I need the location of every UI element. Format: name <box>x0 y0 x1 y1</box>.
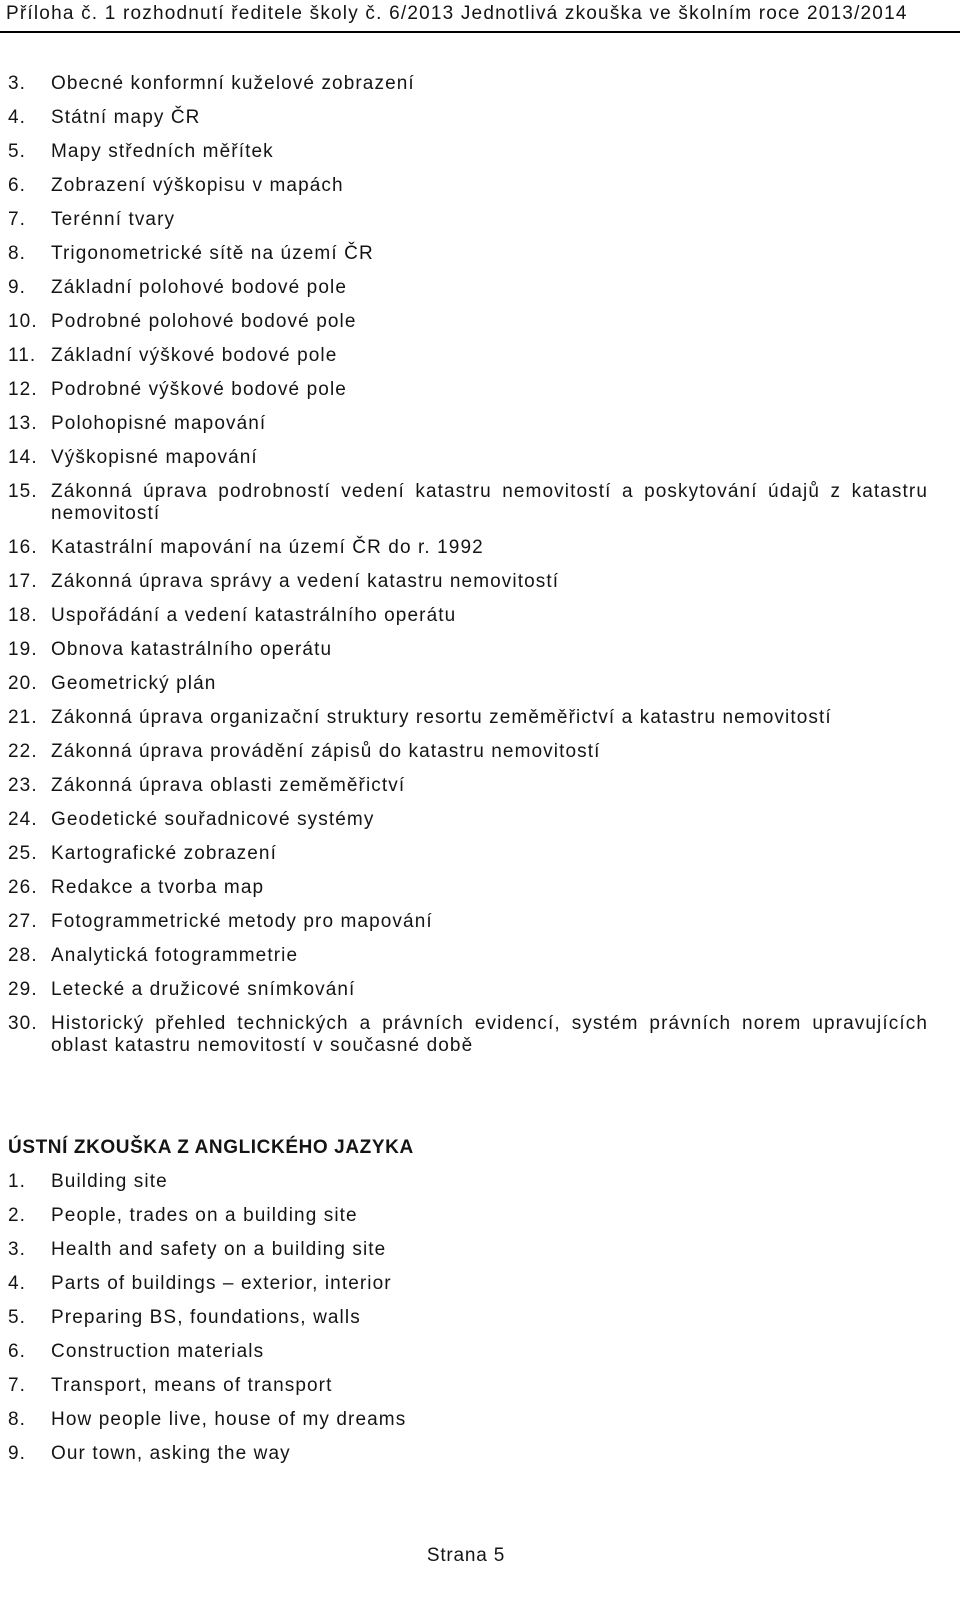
header-text: Příloha č. 1 rozhodnutí ředitele školy č. 6/2013 Jednotlivá zkouška ve školním roce 2013/2014 <box>6 3 908 24</box>
list-item <box>8 1273 928 1295</box>
item-text: Fotogrammetrické metody pro mapování <box>51 911 433 932</box>
item-number: 1. <box>8 1171 27 1192</box>
list-item <box>8 345 928 367</box>
item-text: Zobrazení výškopisu v mapách <box>51 175 344 196</box>
item-text: Geometrický plán <box>51 673 217 694</box>
item-number: 20. <box>8 673 38 694</box>
item-text: Zákonná úprava provádění zápisů do katastru nemovitostí <box>51 741 601 762</box>
item-number: 10. <box>8 311 38 332</box>
list-item <box>8 175 928 197</box>
list-item <box>8 1171 928 1193</box>
item-text: Health and safety on a building site <box>51 1239 387 1260</box>
list-item <box>8 945 928 967</box>
list-item <box>8 1239 928 1261</box>
item-number: 5. <box>8 141 27 162</box>
page-number: Strana 5 <box>426 1545 506 1566</box>
list-item <box>8 107 928 129</box>
item-text: Polohopisné mapování <box>51 413 267 434</box>
list-item <box>8 537 928 559</box>
item-text: Výškopisné mapování <box>51 447 258 468</box>
list-item <box>8 775 928 797</box>
item-text: Obecné konformní kuželové zobrazení <box>51 73 415 94</box>
list-item <box>8 73 928 95</box>
section-title-english-exam: ÚSTNÍ ZKOUŠKA Z ANGLICKÉHO JAZYKA <box>8 1137 414 1158</box>
english-topics-list <box>8 1171 928 1477</box>
item-text: Zákonná úprava oblasti zeměměřictví <box>51 775 406 796</box>
header-divider <box>0 31 960 33</box>
page-header <box>6 2 936 26</box>
list-item <box>8 639 928 661</box>
item-number: 2. <box>8 1205 27 1226</box>
item-number: 18. <box>8 605 38 626</box>
item-number: 29. <box>8 979 38 1000</box>
item-number: 25. <box>8 843 38 864</box>
list-item <box>8 843 928 865</box>
list-item <box>8 707 928 729</box>
item-number: 28. <box>8 945 38 966</box>
item-number: 5. <box>8 1307 27 1328</box>
item-number: 8. <box>8 243 27 264</box>
item-text: Základní výškové bodové pole <box>51 345 338 366</box>
item-number: 21. <box>8 707 38 728</box>
item-number: 8. <box>8 1409 27 1430</box>
list-item <box>8 571 928 593</box>
item-text: How people live, house of my dreams <box>51 1409 407 1430</box>
item-number: 24. <box>8 809 38 830</box>
item-number: 3. <box>8 1239 27 1260</box>
list-item <box>8 243 928 265</box>
item-text: Building site <box>51 1171 168 1192</box>
list-item <box>8 1205 928 1227</box>
list-item <box>8 979 928 1001</box>
list-item <box>8 673 928 695</box>
item-text: Transport, means of transport <box>51 1375 333 1396</box>
item-text: Katastrální mapování na území ČR do r. 1992 <box>51 537 484 558</box>
item-text: Letecké a družicové snímkování <box>51 979 356 1000</box>
item-text: Parts of buildings – exterior, interior <box>51 1273 392 1294</box>
item-text: Uspořádání a vedení katastrálního operátu <box>51 605 457 626</box>
list-item <box>8 877 928 899</box>
item-text: People, trades on a building site <box>51 1205 358 1226</box>
list-item <box>8 141 928 163</box>
list-item <box>8 447 928 469</box>
list-item <box>8 1375 928 1397</box>
item-number: 23. <box>8 775 38 796</box>
item-text: Redakce a tvorba map <box>51 877 265 898</box>
item-number: 30. <box>8 1013 38 1034</box>
item-text: Construction materials <box>51 1341 265 1362</box>
list-item <box>8 311 928 333</box>
list-item <box>8 911 928 933</box>
list-item <box>8 1341 928 1363</box>
item-number: 4. <box>8 107 27 128</box>
item-text: Terénní tvary <box>51 209 176 230</box>
list-item <box>8 809 928 831</box>
item-number: 26. <box>8 877 38 898</box>
item-text: Preparing BS, foundations, walls <box>51 1307 361 1328</box>
item-number: 9. <box>8 277 27 298</box>
item-text: Státní mapy ČR <box>51 107 201 128</box>
item-number: 11. <box>8 345 37 366</box>
item-number: 4. <box>8 1273 27 1294</box>
item-number: 7. <box>8 209 27 230</box>
item-number: 16. <box>8 537 38 558</box>
item-text: Základní polohové bodové pole <box>51 277 347 298</box>
item-text: Zákonná úprava podrobností vedení katastru nemovitostí a poskytování údajů z katastru nemovitostí <box>51 481 928 524</box>
item-text: Zákonná úprava správy a vedení katastru nemovitostí <box>51 571 560 592</box>
item-number: 14. <box>8 447 38 468</box>
list-item <box>8 277 928 299</box>
item-text: Obnova katastrálního operátu <box>51 639 333 660</box>
item-number: 17. <box>8 571 38 592</box>
item-text: Geodetické souřadnicové systémy <box>51 809 375 830</box>
item-text: Zákonná úprava organizační struktury resortu zeměměřictví a katastru nemovitostí <box>51 707 832 728</box>
item-number: 6. <box>8 1341 27 1362</box>
list-item <box>8 1409 928 1431</box>
item-number: 13. <box>8 413 38 434</box>
item-text: Historický přehled technických a právních evidencí, systém právních norem upravujících oblast katastru nemovitostí v současné době <box>51 1013 928 1056</box>
list-item <box>8 1013 928 1057</box>
item-text: Trigonometrické sítě na území ČR <box>51 243 374 264</box>
list-item <box>8 481 928 525</box>
list-item <box>8 1307 928 1329</box>
item-text: Our town, asking the way <box>51 1443 291 1464</box>
list-item <box>8 741 928 763</box>
item-number: 7. <box>8 1375 27 1396</box>
item-text: Mapy středních měřítek <box>51 141 274 162</box>
item-number: 6. <box>8 175 27 196</box>
item-text: Kartografické zobrazení <box>51 843 277 864</box>
item-text: Podrobné polohové bodové pole <box>51 311 357 332</box>
item-number: 22. <box>8 741 38 762</box>
item-number: 15. <box>8 481 38 502</box>
item-text: Analytická fotogrammetrie <box>51 945 299 966</box>
list-item <box>8 1443 928 1465</box>
item-number: 12. <box>8 379 38 400</box>
list-item <box>8 605 928 627</box>
item-number: 27. <box>8 911 38 932</box>
list-item <box>8 379 928 401</box>
exam-topics-list <box>8 73 928 1069</box>
item-number: 19. <box>8 639 38 660</box>
item-number: 3. <box>8 73 27 94</box>
item-text: Podrobné výškové bodové pole <box>51 379 347 400</box>
list-item <box>8 413 928 435</box>
page-footer <box>0 1545 932 1567</box>
item-number: 9. <box>8 1443 27 1464</box>
list-item <box>8 209 928 231</box>
